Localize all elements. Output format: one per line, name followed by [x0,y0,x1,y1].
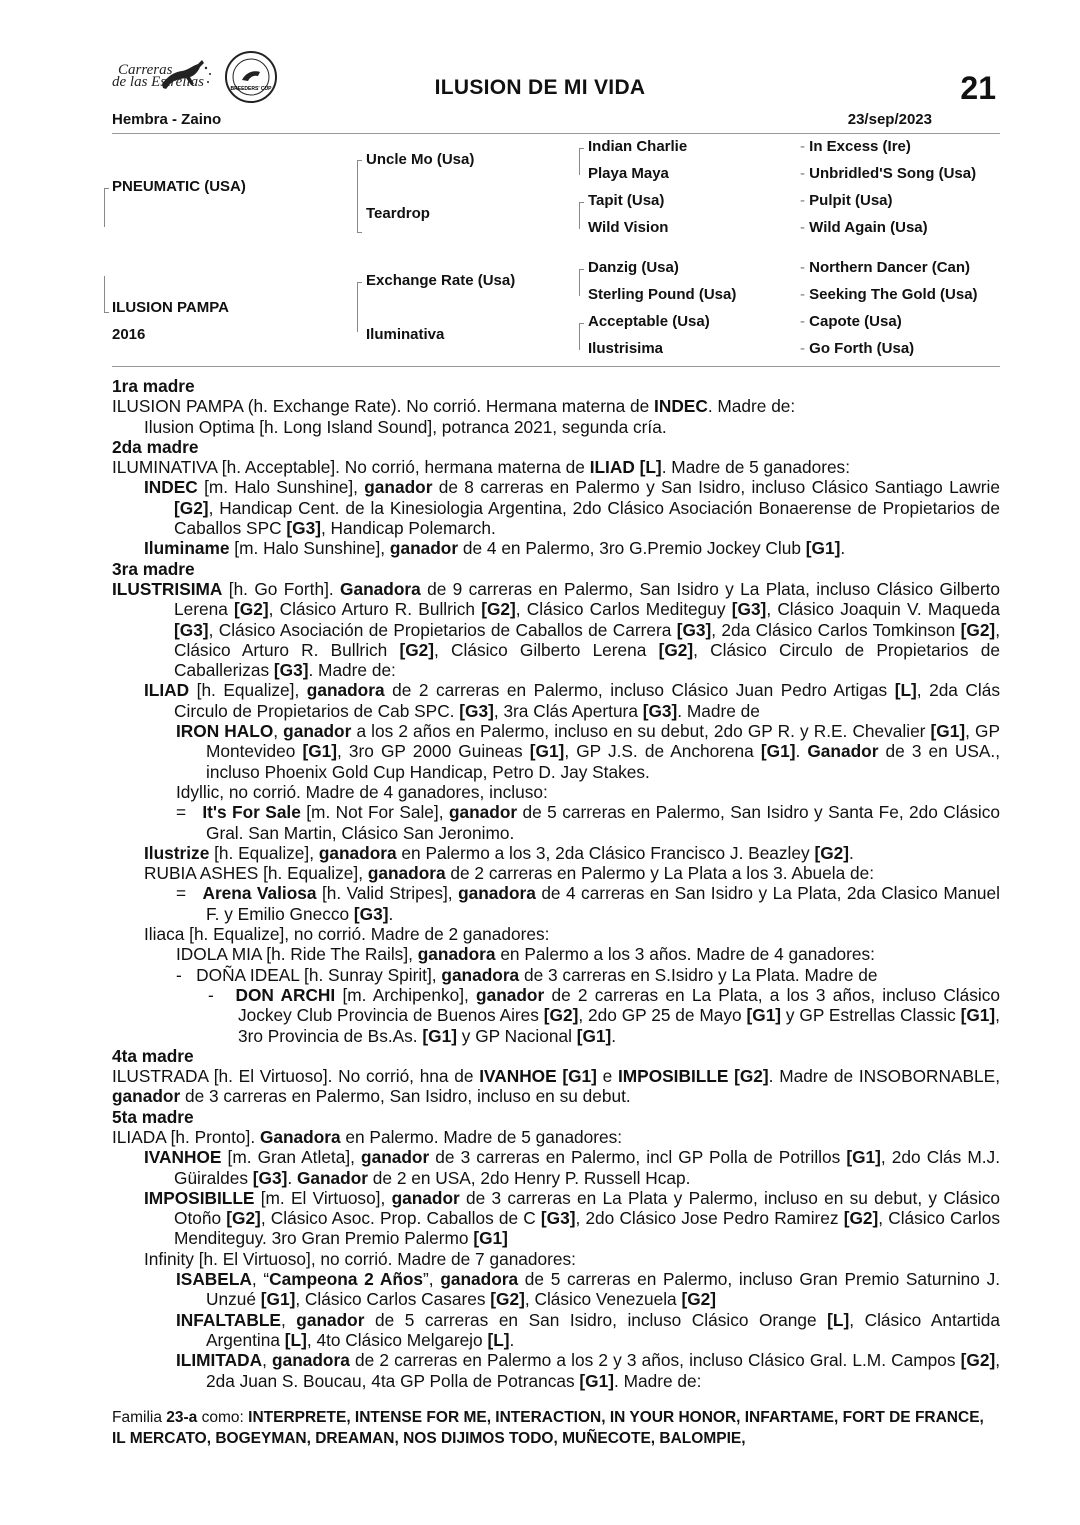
pedigree-g3-5: Danzig (Usa) [588,259,679,276]
header-divider [112,133,1000,134]
section-heading: 2da madre [112,436,199,457]
pedigree-g3-3: Tapit (Usa) [588,192,665,209]
pedigree-g4-7: - Capote (Usa) [800,313,902,330]
section-heading: 3ra madre [112,558,195,579]
paragraph: - DOÑA IDEAL [h. Sunray Spirit], ganadora de 3 carreras en S.Isidro y La Plata. Madre de [176,964,878,985]
pedigree-g4-1: - In Excess (Ire) [800,138,911,155]
produce-record [112,376,1000,1391]
pedigree-g4-8: - Go Forth (Usa) [800,340,915,357]
pedigree-g4-4: - Wild Again (Usa) [800,219,928,236]
pedigree-g2-3: Exchange Rate (Usa) [366,272,516,289]
paragraph: ILUSTRADA [h. El Virtuoso]. No corrió, hna de IVANHOE [G1] e IMPOSIBILLE [G2]. Madre de INSOBORNABLE, ganador de 3 carreras en Palermo, San Isidro, incluso en su debut. [112,1066,1000,1107]
paragraph: ILIADA [h. Pronto]. Ganadora en Palermo. Madre de 5 ganadores: [112,1126,623,1147]
sex-coat: Hembra - Zaino [112,111,222,128]
paragraph: = Arena Valiosa [h. Valid Stripes], ganadora de 4 carreras en San Isidro y La Plata, 2da Clasico Manuel F. y Emilio Gnecco [G3]. [176,883,1000,924]
paragraph: ISABELA, “Campeona 2 Años”, ganadora de 5 carreras en Palermo, incluso Gran Premio Saturnino J. Unzué [G1], Clásico Carlos Casares [G2], Clásico Venezuela [G2] [176,1269,1001,1310]
family-footer: Familia 23-a como: INTERPRETE, INTENSE FOR ME, INTERACTION, IN YOUR HONOR, INFARTAME, FORT DE FRANCE, IL MERCATO, BOGEYMAN, DREAMAN, NOS DIJIMOS TODO, MUÑECOTE, BALOMPIE, [112,1409,984,1447]
pedigree-g2-1: Uncle Mo (Usa) [366,151,475,168]
paragraph: ILUSTRISIMA [h. Go Forth]. Ganadora de 9 carreras en Palermo, San Isidro y La Plata, incluso Clásico Gilberto Lerena [G2], Clásico Arturo R. Bullrich [G2], Clásico Carlos Mediteguy [G3], Clásico Joaquin V. Maqueda [G3], Clásico Asociación de Propietarios de Caballos de Carrera [G3], 2da Clásico Carlos Tomkinson [G2], Clásico Arturo R. Bullrich [G2], Clásico Gilberto Lerena [G2], Clásico Circulo de Propietarios de Caballerizas [G3]. Madre de: [112,578,1000,681]
pedigree-g3-2: Playa Maya [588,165,669,182]
paragraph: Infinity [h. El Virtuoso], no corrió. Madre de 7 ganadores: [144,1248,576,1269]
pedigree-g4-5: - Northern Dancer (Can) [800,259,971,276]
pedigree-g3-8: Ilustrisima [588,340,664,357]
paragraph: = It's For Sale [m. Not For Sale], ganador de 5 carreras en Palermo, San Isidro y Santa Fe, 2do Clásico Gral. San Martin, Clásico San Jeronimo. [176,802,1000,843]
paragraph: ILUSION PAMPA (h. Exchange Rate). No corrió. Hermana materna de INDEC. Madre de: [112,396,796,417]
lot-number: 21 [960,70,996,106]
paragraph: Ilustrize [h. Equalize], ganadora en Palermo a los 3, 2da Clásico Francisco J. Beazley [G2]. [144,842,854,863]
logo-wordmark: Carreras de las Estrellas [112,62,204,90]
pedigree-g3-4: Wild Vision [588,219,669,236]
section-heading: 4ta madre [112,1045,194,1066]
paragraph: ILIMITADA, ganadora de 2 carreras en Palermo a los 2 y 3 años, incluso Clásico Gral. L.M. Campos [G2], 2da Juan S. Boucau, 4ta GP Polla de Potrancas [G1]. Madre de: [176,1350,1001,1391]
pedigree-g2-4: Iluminativa [366,326,445,343]
paragraph: ILUMINATIVA [h. Acceptable]. No corrió, hermana materna de ILIAD [L]. Madre de 5 ganadores: [112,457,850,478]
paragraph: Ilusion Optima [h. Long Island Sound], potranca 2021, segunda cría. [144,416,667,437]
pedigree-g4-3: - Pulpit (Usa) [800,192,893,209]
sire: PNEUMATIC (USA) [112,178,246,195]
paragraph: Iliaca [h. Equalize], no corrió. Madre de 2 ganadores: [144,924,550,945]
paragraph: - DON ARCHI [m. Archipenko], ganador de 2 carreras en La Plata, a los 3 años, incluso Clásico Jockey Club Provincia de Buenos Aires [G2], 2do GP 25 de Mayo [G1] y GP Estrellas Classic [G1], 3ro Provincia de Bs.As. [G1] y GP Nacional [G1]. [208,984,1000,1046]
pedigree-divider [112,366,1000,367]
paragraph: Iluminame [m. Halo Sunshine], ganador de 4 en Palermo, 3ro G.Premio Jockey Club [G1]. [144,538,846,559]
paragraph: IRON HALO, ganador a los 2 años en Palermo, incluso en su debut, 2do GP R. y R.E. Chevalier [G1], GP Montevideo [G1], 3ro GP 2000 Guineas [G1], GP J.S. de Anchorena [G1]. Ganador de 3 en USA., incluso Phoenix Gold Cup Handicap, Petro D. Jay Stakes. [176,721,1000,782]
paragraph: INFALTABLE, ganador de 5 carreras en San Isidro, incluso Clásico Orange [L], Clásico Antartida Argentina [L], 4to Clásico Melgarejo [L]. [176,1309,1000,1350]
pedigree-g3-1: Indian Charlie [588,138,688,155]
horse-name-title: ILUSION DE MI VIDA [434,76,646,99]
paragraph: IMPOSIBILLE [m. El Virtuoso], ganador de 3 carreras en La Plata y Palermo, incluso en su debut, y Clásico Otoño [G2], Clásico Asoc. Prop. Caballos de C [G3], 2do Clásico Jose Pedro Ramirez [G2], Clásico Carlos Menditeguy. 3ro Gran Premio Palermo [G1] [144,1187,1000,1249]
dam: ILUSION PAMPA [112,299,229,316]
svg-text:BREEDERS' CUP: BREEDERS' CUP [230,86,272,92]
paragraph: RUBIA ASHES [h. Equalize], ganadora de 2 carreras en Palermo y La Plata a los 3. Abuela de: [144,863,875,884]
pedigree-g4-2: - Unbridled'S Song (Usa) [800,165,977,182]
pedigree-g3-6: Sterling Pound (Usa) [588,286,737,303]
section-heading: 1ra madre [112,376,195,396]
paragraph: IVANHOE [m. Gran Atleta], ganador de 3 carreras en Palermo, incl GP Polla de Potrillos [G1], 2do Clás M.J. Güiraldes [G3]. Ganador de 2 en USA, 2do Henry P. Russell Hcap. [144,1147,1001,1188]
paragraph: Idyllic, no corrió. Madre de 4 ganadores, incluso: [176,781,548,802]
paragraph: INDEC [m. Halo Sunshine], ganador de 8 carreras en Palermo y San Isidro, incluso Clásico Santiago Lawrie [G2], Handicap Cent. de la Kinesiologia Argentina, 2do Clásico Asociación Bonaerense de Propietarios de Caballos SPC [G3], Handicap Polemarch. [144,477,1000,539]
sale-date: 23/sep/2023 [847,111,932,128]
paragraph: ILIAD [h. Equalize], ganadora de 2 carreras en Palermo, incluso Clásico Juan Pedro Artigas [L], 2da Clás Circulo de Propietarios de Cab SPC. [G3], 3ra Clás Apertura [G3]. Madre de [144,680,1000,721]
section-heading: 5ta madre [112,1106,194,1127]
pedigree-g2-2: Teardrop [366,205,430,222]
pedigree-g4-6: - Seeking The Gold (Usa) [800,286,978,303]
pedigree-g3-7: Acceptable (Usa) [588,313,710,330]
paragraph: IDOLA MIA [h. Ride The Rails], ganadora en Palermo a los 3 años. Madre de 4 ganadores: [176,944,875,965]
dam-year: 2016 [112,326,146,343]
